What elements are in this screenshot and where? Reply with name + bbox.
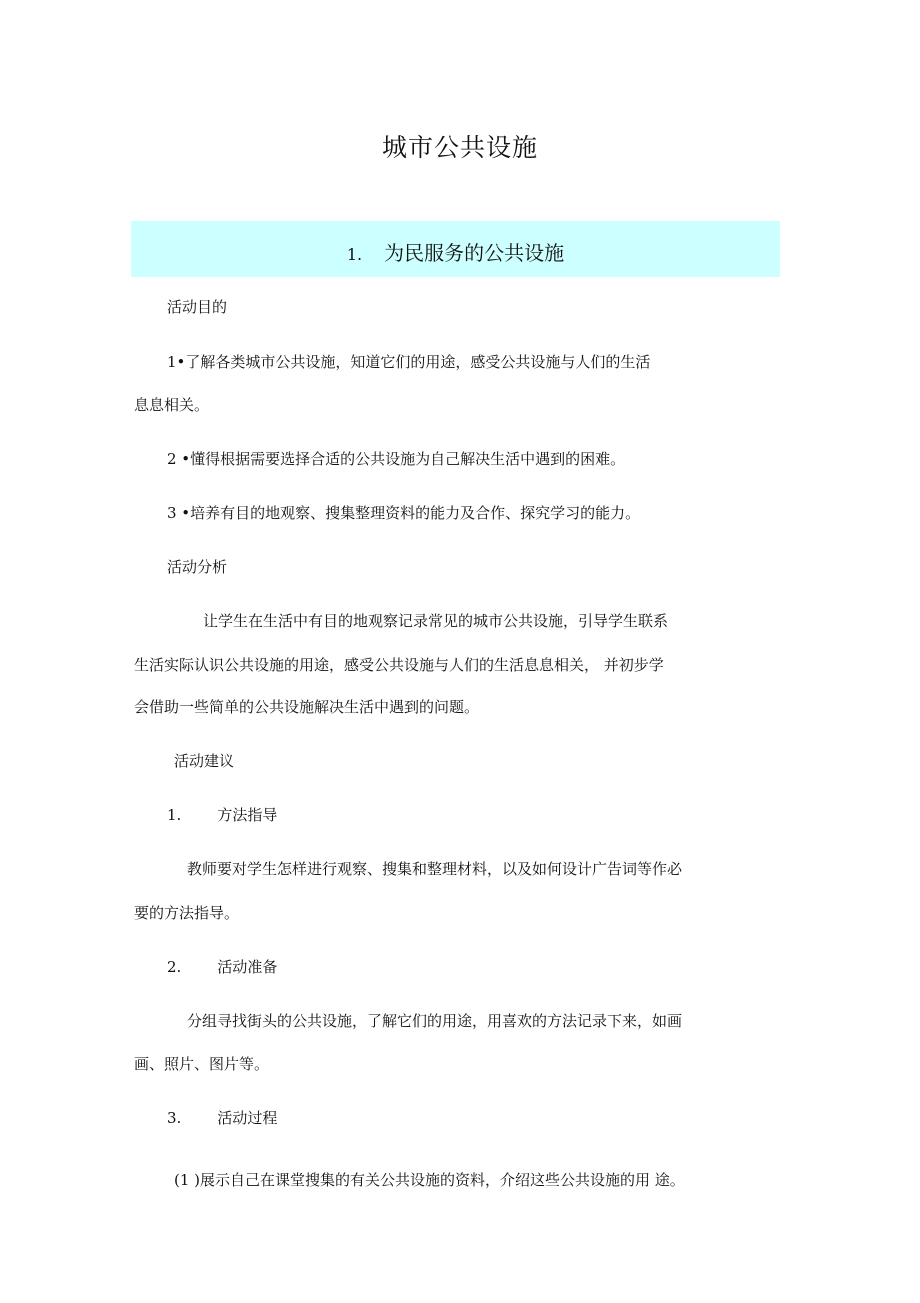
step-2-title: 活动准备 [217,958,278,976]
step-2-number: 2. [167,958,182,976]
step-1-line-2: 要的方法指导。 [134,904,240,922]
step-3-heading [167,1108,277,1128]
step-1-number: 1. [167,806,182,824]
purpose-item-1-line1: 1•了解各类城市公共设施，知道它们的用途，感受公共设施与人们的生活 [167,353,651,371]
step-2-line-2: 画、照片、图片等。 [134,1055,270,1073]
step-3-line-1: (1 )展示自己在课堂搜集的有关公共设施的资料，介绍这些公共设施的用 途。 [174,1171,685,1189]
purpose-item-3: 3 •培养有目的地观察、搜集整理资料的能力及合作、探究学习的能力。 [167,504,641,522]
step-3-title: 活动过程 [217,1109,278,1127]
step-1-line-1: 教师要对学生怎样进行观察、搜集和整理材料，以及如何设计广告词等作必 [187,860,683,878]
heading-purpose: 活动目的 [167,298,228,316]
section-banner [131,221,780,277]
heading-suggestion: 活动建议 [174,752,235,770]
section-heading [131,237,780,266]
purpose-item-2: 2 •懂得根据需要选择合适的公共设施为自己解决生活中遇到的困难。 [167,450,626,468]
analysis-line-2: 生活实际认识公共设施的用途，感受公共设施与人们的生活息息相关， 并初步学 [134,656,664,674]
step-1-title: 方法指导 [217,806,278,824]
document-title: 城市公共设施 [381,133,538,162]
analysis-line-3: 会借助一些简单的公共设施解决生活中遇到的问题。 [134,698,480,716]
step-2-heading [167,957,277,977]
analysis-line-1: 让学生在生活中有目的地观察记录常见的城市公共设施，引导学生联系 [203,612,669,630]
step-1-heading [167,805,277,825]
step-3-number: 3. [167,1109,182,1127]
heading-analysis: 活动分析 [167,558,228,576]
section-title: 为民服务的公共设施 [384,241,565,265]
step-2-line-1: 分组寻找街头的公共设施，了解它们的用途，用喜欢的方法记录下来，如画 [187,1012,683,1030]
section-number: 1. [346,245,363,264]
purpose-item-1-line2: 息息相关。 [134,396,210,414]
